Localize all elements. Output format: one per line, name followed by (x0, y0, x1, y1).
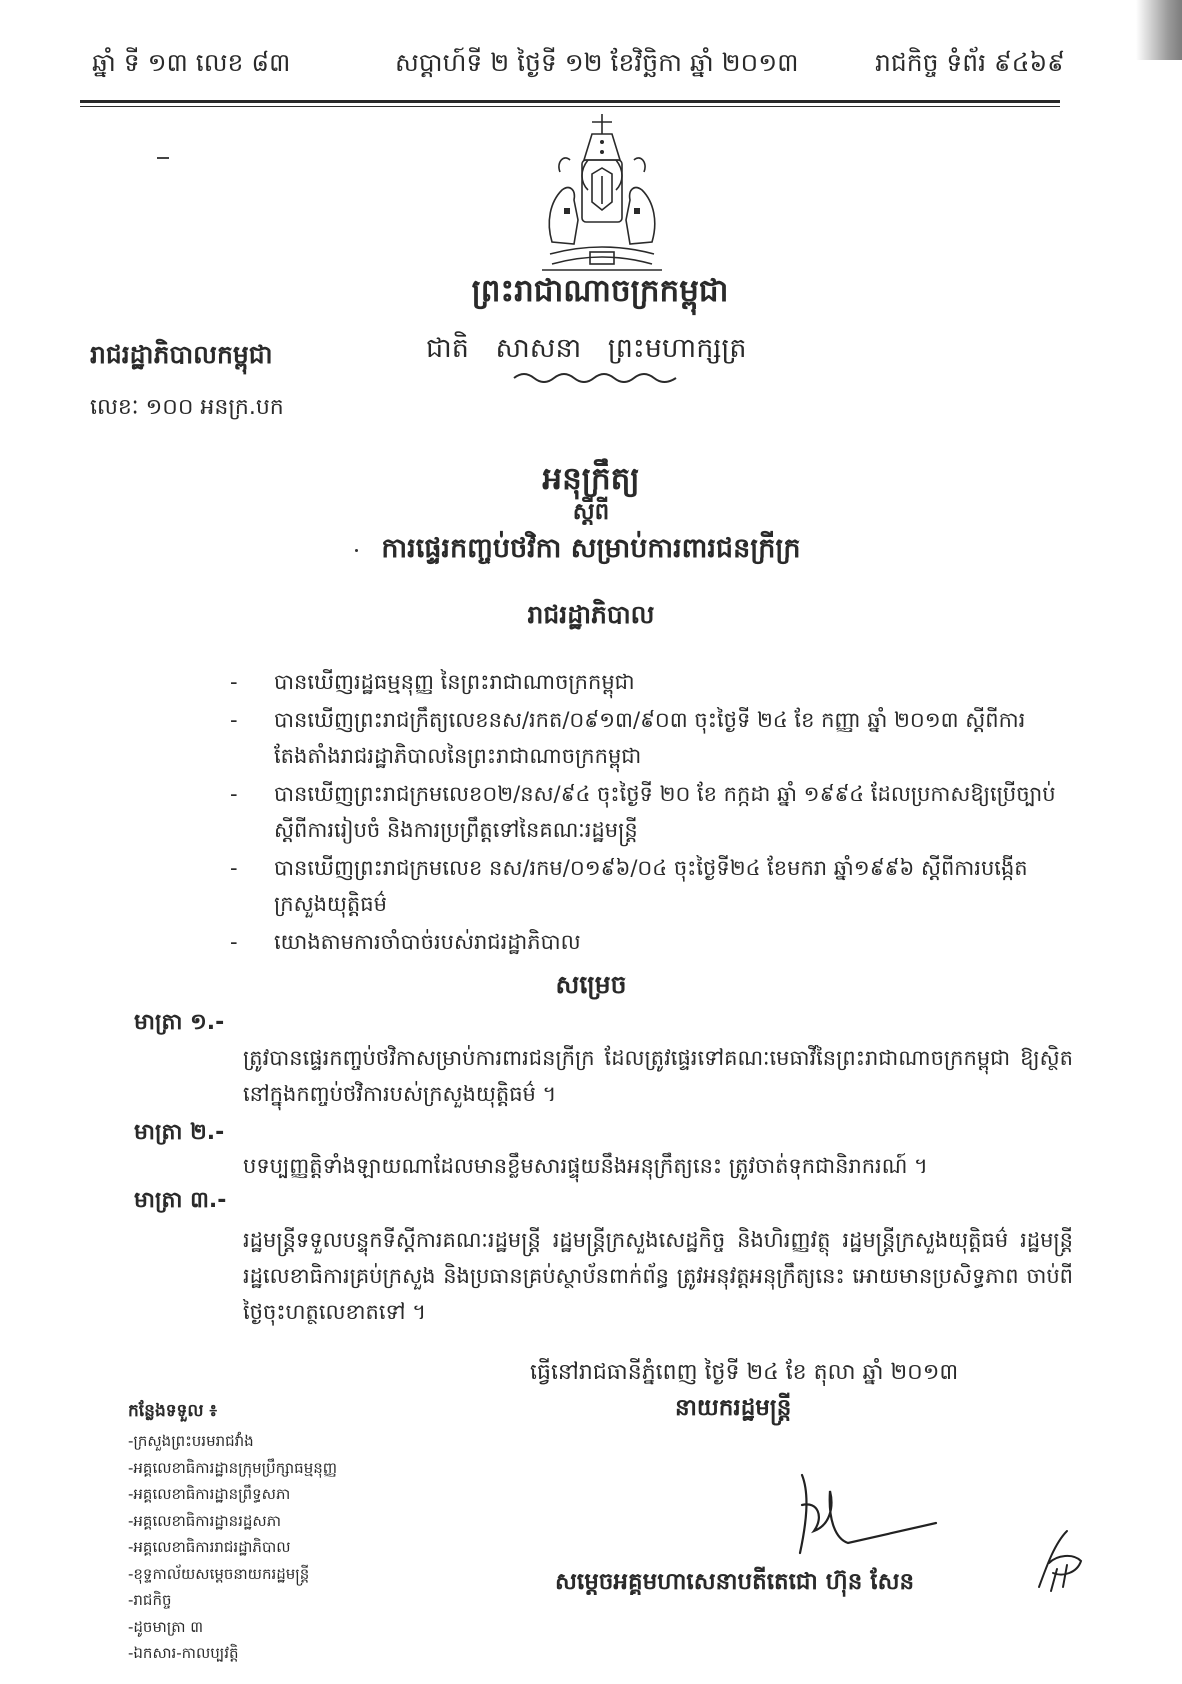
document-number: លេខៈ ១០០ អនក្រ.បក (90, 395, 284, 420)
gazette-page-number: រាជកិច្ច ទំព័រ ៩៤៦៩ (875, 48, 1065, 77)
gazette-year-issue: ឆ្នាំ ទី ១៣ លេខ ៨៣ (92, 48, 291, 77)
signing-title: នាយករដ្ឋមន្ត្រី (675, 1395, 792, 1421)
decides-heading: សម្រេច (555, 970, 627, 999)
recipient-item: -ដូចមាត្រា ៣ (128, 1617, 204, 1636)
preamble-item: - បានឃើញព្រះរាជក្រឹត្យលេខនស/រកត/០៩១៣/៩០៣ ចុះថ្ងៃទី ២៤ ខែ កញ្ញា ឆ្នាំ ២០១៣ ស្ដីពីការតែងតាំងរាជរដ្ឋាភិបាលនៃព្រះរាជាណាចក្រកម្ពុជា (230, 702, 1070, 774)
document-type-title: អនុក្រឹត្យ (542, 461, 640, 497)
ornament-divider-icon (510, 370, 680, 386)
signatory-name: សម្ដេចអគ្គមហាសេនាបតីតេជោ ហ៊ុន សែន (555, 1569, 915, 1595)
gazette-date-line: សប្ដាហ៍ទី ២ ថ្ងៃទី ១២ ខែវិច្ឆិកា ឆ្នាំ ២០១៣ (395, 48, 799, 77)
preamble-item: - បានឃើញព្រះរាជក្រមលេខ០២/នស/៩៤ ចុះថ្ងៃទី ២០ ខែ កក្កដា ឆ្នាំ ១៩៩៤ ដែលប្រកាសឱ្យប្រើច្បាប់ ស្ដីពីការរៀបចំ និងការប្រព្រឹត្តទៅនៃគណៈរដ្ឋមន្ត្រី (230, 776, 1070, 848)
preamble-item: - បានឃើញព្រះរាជក្រមលេខ នស/រកម/០១៩៦/០៤ ចុះថ្ងៃទី២៤ ខែមករា ឆ្នាំ១៩៩៦ ស្ដីពីការបង្កើតក្រសួងយុត្តិធម៌ (230, 850, 1070, 922)
recipient-item: -ខុទ្ទកាល័យសម្ដេចនាយករដ្ឋមន្ត្រី (128, 1564, 310, 1583)
motto-king: ព្រះមហាក្សត្រ (607, 333, 747, 364)
recipient-item: -អគ្គលេខាធិការដ្ឋានព្រឹទ្ធសភា (128, 1485, 291, 1503)
government-heading: រាជរដ្ឋាភិបាល (527, 600, 655, 629)
scan-edge-shadow (1136, 0, 1182, 60)
recipient-item: -ក្រសួងព្រះបរមរាជវាំង (128, 1432, 254, 1450)
recipient-item: -អគ្គលេខាធិការដ្ឋានក្រុមប្រឹក្សាធម្មនុញ្ញ (128, 1458, 338, 1477)
recipients-list (128, 1428, 337, 1667)
header-rule-thin (80, 106, 1060, 107)
initials-icon (1033, 1525, 1088, 1595)
preamble-list (230, 664, 1070, 962)
scan-mark (157, 157, 169, 159)
signature-icon (790, 1465, 940, 1565)
article-1-text: ត្រូវបានផ្ទេរកញ្ចប់ថវិកាសម្រាប់ការពារជនក្រីក្រ ដែលត្រូវផ្ទេរទៅគណៈមេធាវីនៃព្រះរាជាណាចក្រកម្ពុជា ឱ្យស្ថិតនៅក្នុងកញ្ចប់ថវិការបស់ក្រសួងយុត្តិធម៌ ។ (243, 1046, 1073, 1106)
recipients-heading: កន្លែងទទួល ៖ (128, 1401, 217, 1421)
article-2-text: បទប្បញ្ញត្តិទាំងឡាយណាដែលមានខ្លឹមសារផ្ទុយនឹងអនុក្រឹត្យនេះ ត្រូវចាត់ទុកជានិរាករណ៍ ។ (243, 1154, 928, 1178)
document-subject: ការផ្ទេរកញ្ចប់ថវិកា សម្រាប់ការពារជនក្រីក្រ (381, 533, 801, 564)
motto-nation: ជាតិ (426, 333, 469, 364)
preamble-item: - យោងតាមការចាំបាច់របស់រាជរដ្ឋាភិបាល (230, 924, 1070, 960)
national-motto (426, 332, 747, 371)
issuing-authority: រាជរដ្ឋាភិបាលកម្ពុជា (90, 340, 273, 369)
signing-place-date: ធ្វើនៅរាជធានីភ្នំពេញ ថ្ងៃទី ២៤ ខែ តុលា ឆ្នាំ ២០១៣ (530, 1360, 959, 1385)
motto-religion: សាសនា (495, 333, 582, 364)
recipient-item: -អគ្គលេខាធិការដ្ឋានរដ្ឋសភា (128, 1511, 281, 1530)
header-rule-thick (80, 100, 1060, 103)
article-3-text: រដ្ឋមន្ត្រីទទួលបន្ទុកទីស្ដីការគណៈរដ្ឋមន្ត្រី រដ្ឋមន្ត្រីក្រសួងសេដ្ឋកិច្ច និងហិរញ្ញវត្ថុ រដ្ឋមន្ត្រីក្រសួងយុត្តិធម៌ រដ្ឋមន្ត្រី រដ្ឋលេខាធិការគ្រប់ក្រសួង និងប្រធានគ្រប់ស្ថាប័នពាក់ព័ន្ធ ត្រូវអនុវត្តអនុក្រឹត្យនេះ អោយមានប្រសិទ្ធភាព ចាប់ពីថ្ងៃចុះហត្ថលេខាតទៅ ។ (243, 1228, 1073, 1324)
article-1-label: មាត្រា ១.- (134, 1010, 225, 1035)
document-about: ស្ដីពី (572, 499, 610, 525)
recipient-item: -អគ្គលេខាធិការរាជរដ្ឋាភិបាល (128, 1538, 291, 1556)
recipient-item: -រាជកិច្ច (128, 1591, 172, 1609)
royal-coat-of-arms-icon (522, 112, 682, 272)
recipient-item: -ឯកសារ-កាលប្បវត្តិ (128, 1644, 239, 1662)
article-3-label: មាត្រា ៣.- (134, 1188, 227, 1213)
preamble-item: - បានឃើញរដ្ឋធម្មនុញ្ញ នៃព្រះរាជាណាចក្រកម្ពុជា (230, 664, 1070, 700)
kingdom-title: ព្រះរាជាណាចក្រកម្ពុជា (471, 273, 729, 309)
scan-dot (355, 549, 358, 552)
article-2-label: មាត្រា ២.- (134, 1120, 225, 1145)
